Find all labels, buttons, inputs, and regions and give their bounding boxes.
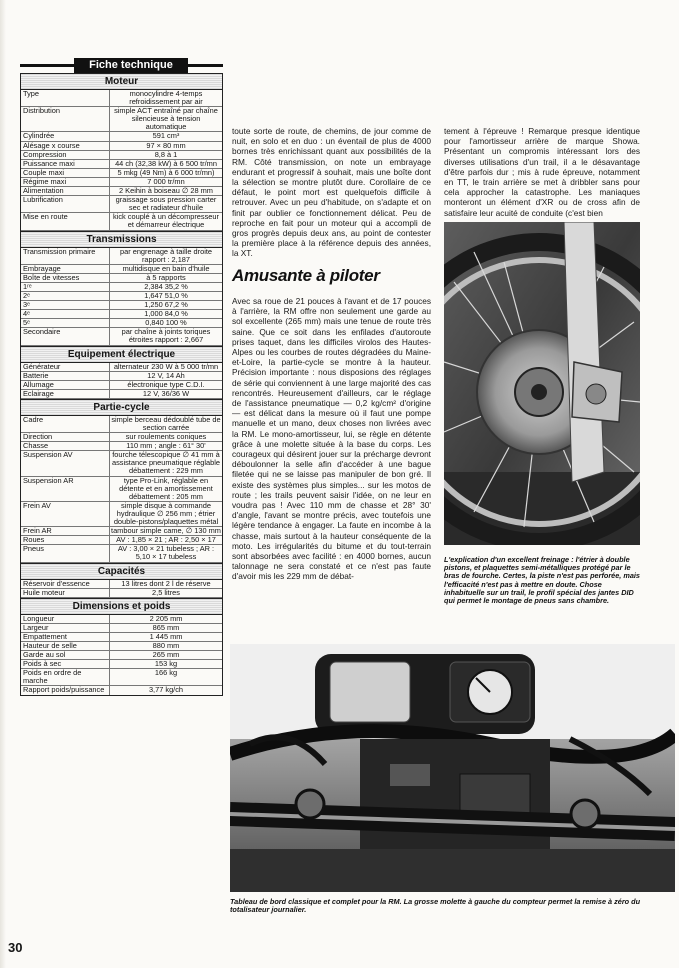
spec-key: Eclairage (21, 390, 110, 398)
spec-key: Secondaire (21, 328, 110, 344)
spec-value: AV : 1,85 × 21 ; AR : 2,50 × 17 (116, 535, 216, 545)
spec-row (21, 416, 222, 433)
spec-row (21, 248, 222, 265)
spec-key: Poids en ordre de marche (21, 669, 110, 685)
spec-section-header: Transmissions (21, 231, 222, 248)
spec-key: 4ᵉ (21, 310, 110, 318)
spec-key: Alimentation (21, 187, 110, 195)
spec-value: 2,384 35,2 % (144, 281, 188, 291)
spec-row (21, 669, 222, 686)
section-headline: Amusante à piloter (232, 266, 380, 285)
spec-sheet (20, 58, 223, 696)
spec-key: Chasse (21, 442, 110, 450)
spec-key: Lubrification (21, 196, 110, 212)
spec-value: 1,250 67,2 % (144, 300, 188, 310)
spec-section-header: Capacités (21, 563, 222, 580)
spec-key: Longueur (21, 615, 110, 623)
spec-value: 7 000 tr/mn (147, 176, 185, 186)
spec-row (21, 545, 222, 562)
spec-key: Générateur (21, 363, 110, 371)
spec-key: 1ʳᵉ (21, 283, 110, 291)
page-number: 30 (8, 940, 23, 955)
spec-value: 8,8 à 1 (154, 149, 178, 159)
spec-value: 110 mm ; angle : 61° 30' (126, 441, 206, 451)
spec-key: Puissance maxi (21, 160, 110, 168)
photo-dashboard (230, 644, 675, 892)
spec-key: Couple maxi (21, 169, 110, 177)
spec-row (21, 292, 222, 301)
spec-value: 2 205 mm (149, 613, 183, 623)
spec-value: 2,5 litres (152, 587, 180, 597)
spec-row (21, 328, 222, 345)
spec-key: Suspension AV (21, 451, 110, 475)
spec-value: simple ACT entraîné par chaîne silencieuse à tension automatique (114, 106, 218, 132)
spec-value: 1,000 84,0 % (144, 309, 188, 319)
spec-key: Garde au sol (21, 651, 110, 659)
spec-key: Pneus (21, 545, 110, 561)
spec-value: 591 cm³ (152, 131, 180, 141)
spec-row (21, 107, 222, 132)
spec-value: 0,840 100 % (145, 318, 187, 328)
spec-key: Boîte de vitesses (21, 274, 110, 282)
spec-value: AV : 3,00 × 21 tubeless ; AR : 5,10 × 17 tubeless (117, 544, 215, 562)
spec-title (20, 58, 223, 73)
spec-value: graissage sous pression carter sec et radiateur d'huile (115, 195, 217, 213)
spec-value: 865 mm (152, 622, 180, 632)
spec-key: 5ᵉ (21, 319, 110, 327)
spec-row (21, 390, 222, 399)
spec-value: par engrenage à taille droite rapport : 2,187 (119, 246, 213, 264)
spec-row (21, 686, 222, 694)
spec-row (21, 283, 222, 292)
spec-row (21, 502, 222, 527)
spec-row (21, 451, 222, 476)
spec-key: Mise en route (21, 213, 110, 229)
spec-value: simple disque à commande hydraulique ∅ 256 mm ; étrier double-pistons/plaquettes métal (113, 500, 219, 527)
photo-front-brake (444, 222, 640, 545)
spec-row (21, 589, 222, 598)
spec-key: Cadre (21, 416, 110, 432)
article-column-3-top: tement à l'épreuve ! Remarque presque identique pour l'amortisseur arrière de marque Showa. Présentant un compromis intéressant lors des diverses utilisations d'un trail, il a le désavantage d'être parfois dur ; mis à rude épreuve, notamment en TT, le train arrière se met à dribbler sans pour cela approcher la catastrophe. Les maniaques monteront un élément d'XR ou de cross afin de satisfaire leur acuité de conduite (c'est bien (444, 126, 640, 218)
spec-key: Alésage x course (21, 142, 110, 150)
spec-row (21, 477, 222, 502)
spec-key: Roues (21, 536, 110, 544)
spec-key: Distribution (21, 107, 110, 131)
spec-key: Allumage (21, 381, 110, 389)
spec-key: Poids à sec (21, 660, 110, 668)
spec-key: Embrayage (21, 265, 110, 273)
spec-value: 12 V, 36/36 W (142, 388, 190, 398)
spec-key: Frein AR (21, 527, 110, 535)
spec-section-header: Equipement électrique (21, 346, 222, 363)
spec-value: 13 litres dont 2 l de réserve (121, 578, 211, 588)
spec-key: Largeur (21, 624, 110, 632)
spec-value: électronique type C.D.I. (127, 379, 205, 389)
spec-value: 1,647 51,0 % (144, 290, 188, 300)
spec-row (21, 90, 222, 107)
spec-value: monocylindre 4-temps refroidissement par air (129, 89, 203, 107)
spec-value: 166 kg (154, 668, 178, 678)
spec-value: 1 445 mm (149, 631, 183, 641)
spec-table (20, 73, 223, 696)
spec-value: 97 × 80 mm (146, 140, 186, 150)
spec-value: à 5 rapports (146, 272, 186, 282)
spec-row (21, 196, 222, 213)
spec-key: Régime maxi (21, 178, 110, 186)
spec-key: Direction (21, 433, 110, 441)
spec-section-header: Partie-cycle (21, 399, 222, 416)
spec-section-header: Dimensions et poids (21, 598, 222, 615)
spec-key: Batterie (21, 372, 110, 380)
spec-key: Huile moteur (21, 589, 110, 597)
spec-value: 153 kg (154, 659, 178, 669)
page-edge-shadow (0, 0, 6, 968)
spec-value: type Pro-Link, réglable en détente et en amortissement débattement : 205 mm (119, 475, 213, 501)
spec-key: Transmission primaire (21, 248, 110, 264)
spec-value: 44 ch (32,38 kW) à 6 500 tr/mn (115, 158, 217, 168)
spec-title-label: Fiche technique (74, 58, 188, 73)
spec-key: Suspension AR (21, 477, 110, 501)
spec-value: tambour simple came, ∅ 130 mm (111, 526, 221, 536)
spec-key: Type (21, 90, 110, 106)
article-column-2-body: Avec sa roue de 21 pouces à l'avant et de 17 pouces à l'arrière, la RM offre non seulement une garde au sol excellente (265 mm) mais une tenue de route très saine. Que ce soit dans les enfilades d'autoroute prises taquet, dans les difficiles virolos des Hautes-Alpes ou les courbes de routes dégradées du Maine-et-Loire, la partie-cycle se montre à la hauteur. Précision importante : nous disposions des réglages de série qui conviennent à une large majorité des cas rencontrés. Heureusement d'ailleurs, car le réglage de l'assistance pneumatique — 0,2 kg/cm² d'origine — est délicat dans la mesure où il faut une pompe manuelle et un mano, deux choses non livrées avec la RM. Le mono-amortisseur, lui, se règle en détente grâce à une molette située à la base du corps. Les courageux qui désirent jouer sur la précharge devront déboulonner la selle afin d'accéder à une bague filetée qui ne se laisse pas manipuler de bon gré. Il existe des systèmes plus simples... sur les motos de route ; les trails peuvent saisir l'idée, on ne leur en voudra pas ! Avec 110 mm de chasse et 28° 30' d'angle, l'avant se montre précis, avec toutefois une légère tendance à engager. La faute en incombe à la chasse, mais surtout à la hauteur conséquente de la moto. Les irrégularités du bitume et du tout-terrain sont absorbées avec facilité : en 4000 bornes, aucun talonnage ne sera constaté et ce n'est pas faute d'avoir mis les 229 mm de débat- (232, 296, 431, 582)
spec-row (21, 615, 222, 624)
spec-key: Empattement (21, 633, 110, 641)
spec-row (21, 363, 222, 372)
caption-dashboard: Tableau de bord classique et complet pour la RM. La grosse molette à gauche du compteur permet la remise à zéro du totalisateur journalier. (230, 897, 641, 915)
caption-front-brake: L'explication d'un excellent freinage : l'étrier à double pistons, et plaquettes semi-métalliques protégé par le bras de fourche. Certes, la piste n'est pas perforée, mais l'efficacité n'est pas à mettre en doute. Chose inhabituelle sur un trail, le profil spécial des jantes DID qui permet le montage de pneus sans chambre. (444, 555, 640, 606)
spec-value: 12 V, 14 Ah (147, 370, 185, 380)
article-column-2-top: toute sorte de route, de chemins, de jour comme de nuit, en solo et en duo : un éventail de plus de 4000 bornes très enrichissant quant aux possibilités de la RM. Côté transmission, on note un embrayage endurant et progressif à souhait, mais une boîte dont la sélection se montre plutôt dure. Corollaire de ce défaut, le point mort est quelquefois difficile à retrouver. Avec un peu d'habitude, on s'adapte et on finit par oublier ce fonctionnement délicat. Peu de reproche en fait pour un moteur qui a accompli de gros progrès depuis deux ans, au point de contester la première place à la référence depuis des années, la XT. (232, 126, 431, 259)
spec-value: simple berceau dédoublé tube de section carrée (111, 414, 221, 432)
spec-row (21, 274, 222, 283)
spec-value: alternateur 230 W à 5 000 tr/mn (113, 361, 219, 371)
spec-row (21, 301, 222, 310)
spec-value: multidisque en bain d'huile (122, 263, 210, 273)
spec-value: par chaîne à joints toriques étroites rapport : 2,667 (121, 327, 211, 345)
spec-row (21, 213, 222, 230)
spec-value: fourche télescopique ∅ 41 mm à assistance pneumatique réglable débattement : 229 mm (111, 450, 221, 476)
spec-key: Compression (21, 151, 110, 159)
spec-value: 265 mm (152, 650, 180, 660)
spec-row (21, 310, 222, 319)
spec-key: Hauteur de selle (21, 642, 110, 650)
spec-key: Réservoir d'essence (21, 580, 110, 588)
spec-value: 2 Keihin à boiseau ∅ 28 mm (119, 186, 213, 196)
spec-value: 5 mkg (49 Nm) à 6 000 tr/mn) (117, 167, 215, 177)
spec-key: 2ᵉ (21, 292, 110, 300)
spec-value: sur roulements coniques (125, 432, 207, 442)
spec-value: 3,77 kg/ch (148, 685, 184, 695)
spec-value: 880 mm (152, 640, 180, 650)
spec-key: Frein AV (21, 502, 110, 526)
spec-section-header: Moteur (21, 73, 222, 90)
spec-key: Rapport poids/puissance (21, 686, 110, 694)
spec-key: 3ᵉ (21, 301, 110, 309)
spec-key: Cylindrée (21, 132, 110, 140)
spec-value: kick couplé à un décompresseur et démarreur électrique (113, 212, 219, 230)
